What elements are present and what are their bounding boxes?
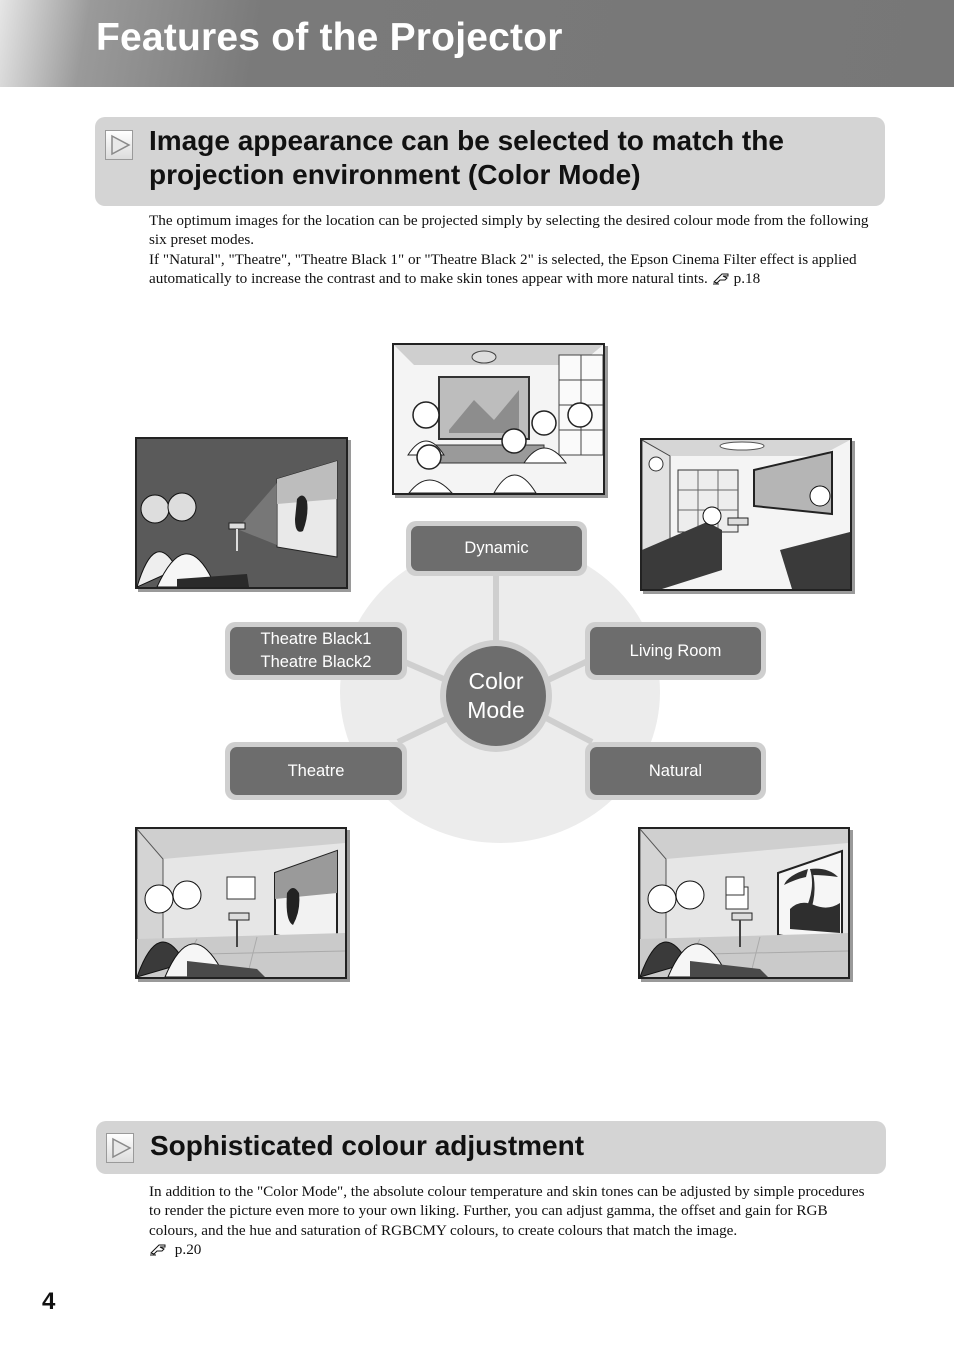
- color-mode-hub: [440, 640, 552, 752]
- section-paragraph: [149, 211, 869, 290]
- page-reference-label: p.20: [174, 1240, 202, 1258]
- paragraph-text: If "Natural", "Theatre", "Theatre Black 1" or "Theatre Black 2" is selected, the Epson Cinema Filter effect is applied automatically to increase the contrast and to make skin tones appear with more natural tints.: [149, 250, 857, 287]
- section-heading-bar: [95, 117, 885, 206]
- hand-pointer-icon: [149, 1242, 169, 1261]
- mode-label: Dynamic: [464, 539, 529, 557]
- paragraph-text: In addition to the "Color Mode", the absolute colour temperature and skin tones can be adjusted by simple procedures to render the picture even more to your own liking. Further, you can adjust gamma, the offset and gain for RGB colours, and the hue and saturation of RGBCMY colours, to create colours that match the image.: [149, 1183, 865, 1239]
- illustration-theatre-black-room: [135, 437, 348, 589]
- mode-label: Theatre Black1 Theatre Black2: [260, 630, 372, 671]
- mode-label: Theatre: [287, 761, 345, 780]
- mode-theatre: [225, 742, 407, 800]
- section-heading-bar: [96, 1121, 886, 1174]
- mode-label: Natural: [648, 761, 703, 780]
- illustration-natural-room: [638, 827, 850, 979]
- page-reference-label: p.18: [733, 269, 761, 287]
- mode-living-room: [585, 622, 766, 680]
- paragraph-line: [149, 250, 869, 291]
- illustration-dynamic-room: [392, 343, 605, 495]
- page-number: 4: [42, 1288, 56, 1315]
- mode-dynamic: [406, 521, 587, 576]
- illustration-theatre-room: [135, 827, 347, 979]
- section-paragraph: [149, 1182, 869, 1261]
- color-mode-label: Color Mode: [467, 668, 525, 723]
- mode-label: Living Room: [629, 641, 722, 660]
- color-mode-diagram: [0, 330, 954, 1000]
- paragraph-line: The optimum images for the location can be projected simply by selecting the desired colour mode from the following six preset modes.: [149, 212, 869, 249]
- hand-pointer-icon: [712, 271, 732, 290]
- mode-natural: [585, 742, 766, 800]
- section-heading: Sophisticated colour adjustment: [150, 1130, 585, 1161]
- page-header-band: [0, 0, 954, 87]
- section-heading: Image appearance can be selected to match the projection environment (Color Mode): [149, 125, 784, 190]
- play-triangle-icon: [105, 130, 133, 160]
- page-title: Features of the Projector: [96, 16, 563, 59]
- illustration-living-room: [640, 438, 852, 591]
- page-reference[interactable]: [712, 270, 761, 287]
- mode-theatre-black: [225, 622, 407, 680]
- page-reference[interactable]: [149, 1240, 869, 1261]
- play-triangle-icon: [106, 1133, 134, 1163]
